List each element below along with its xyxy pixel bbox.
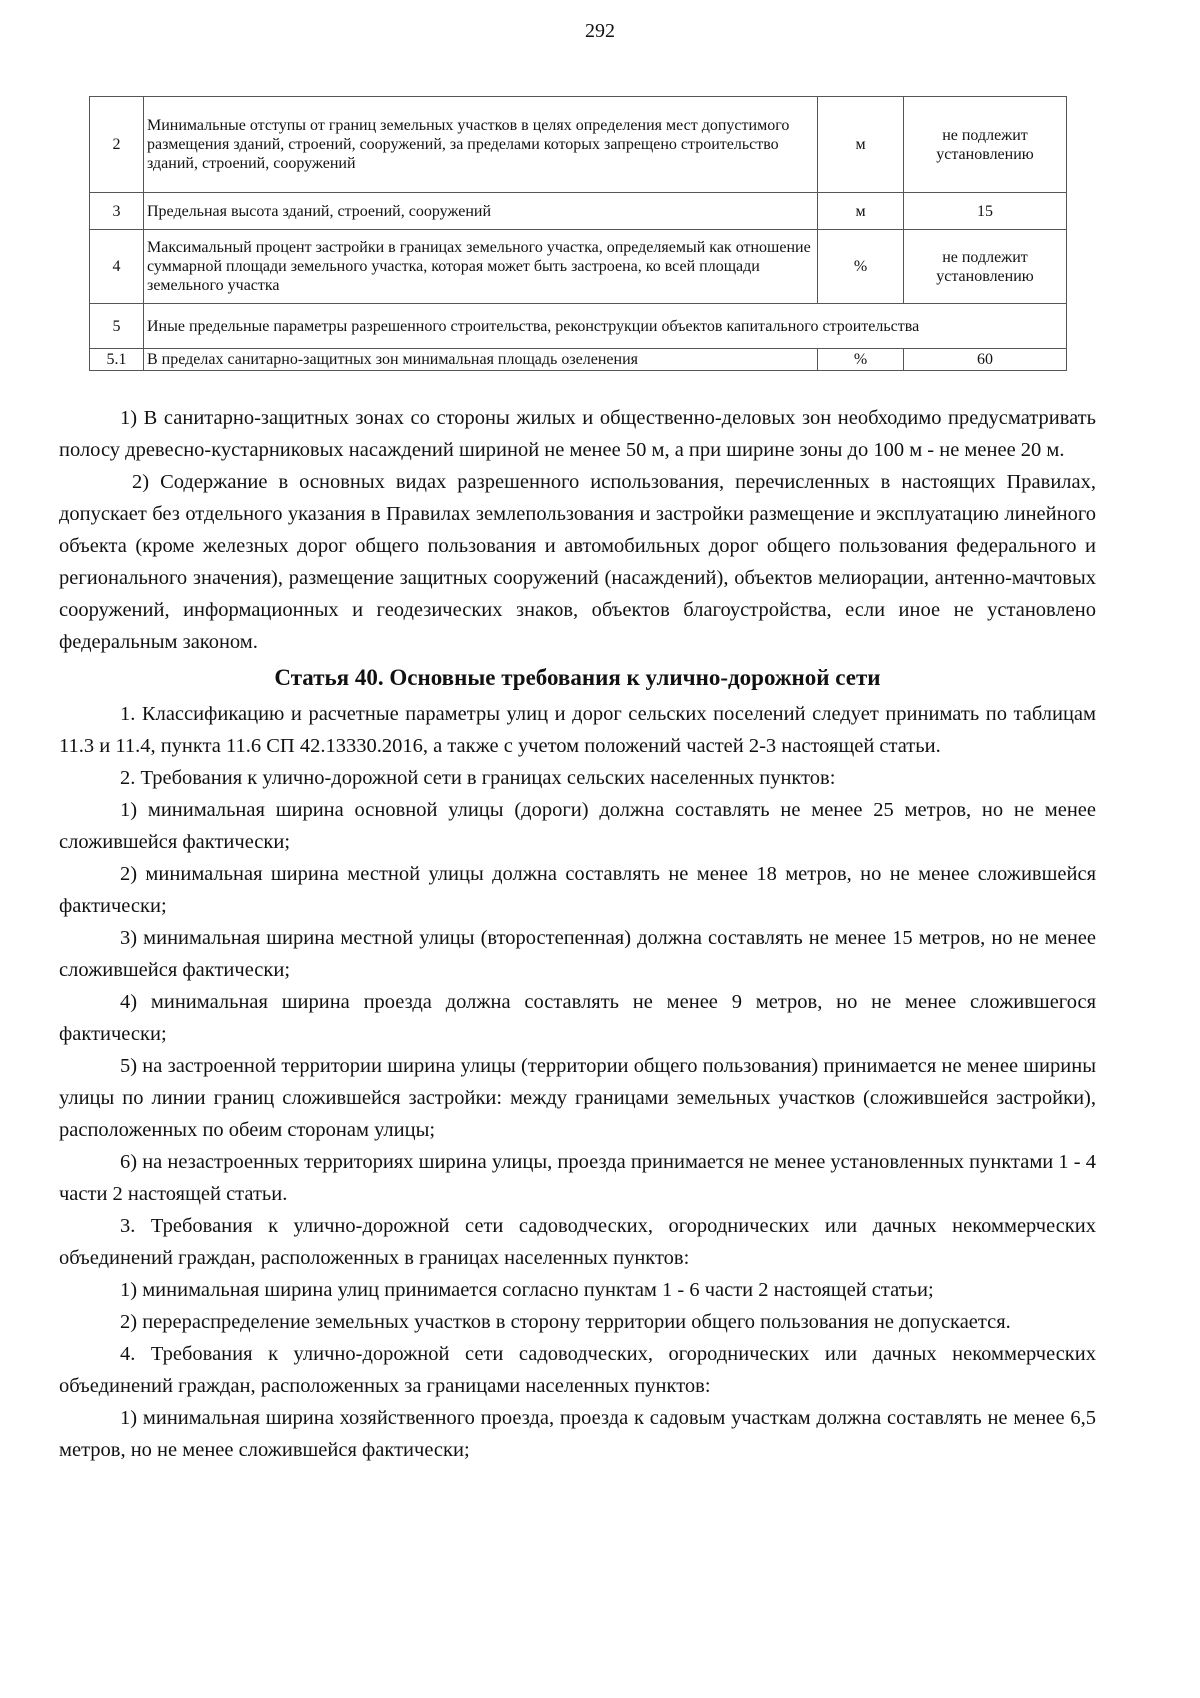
unit: % (818, 349, 904, 371)
article-paragraph: 1) минимальная ширина основной улицы (дороги) должна составлять не менее 25 метров, но не менее сложившейся фактически; (59, 799, 1096, 853)
document-body (59, 402, 1096, 1466)
article-paragraph: 1) минимальная ширина улиц принимается согласно пунктам 1 - 6 части 2 настоящей статьи; (120, 1279, 934, 1301)
unit: % (818, 230, 904, 304)
article-title: Статья 40. Основные требования к улично-дорожной сети (274, 665, 881, 690)
article-paragraph: 4. Требования к улично-дорожной сети садоводческих, огороднических или дачных некоммерческих объединений граждан, расположенных за границами населенных пунктов: (59, 1343, 1096, 1397)
row-number: 5 (90, 304, 144, 349)
article-paragraph: 6) на незастроенных территориях ширина улицы, проезда принимается не менее установленных пунктами 1 - 4 части 2 настоящей статьи. (59, 1151, 1096, 1205)
article-paragraph: 2) минимальная ширина местной улицы должна составлять не менее 18 метров, но не менее сложившейся фактически; (59, 863, 1096, 917)
article-paragraph: 2. Требования к улично-дорожной сети в границах сельских населенных пунктов: (120, 767, 836, 789)
article-paragraph: 2) перераспределение земельных участков в сторону территории общего пользования не допускается. (120, 1311, 1011, 1333)
unit: м (818, 193, 904, 230)
table-row (90, 349, 1067, 371)
parameters-table (89, 96, 1067, 371)
value: 15 (904, 193, 1067, 230)
article-paragraph: 5) на застроенной территории ширина улицы (территории общего пользования) принимается не менее ширины улицы по линии границ сложившейся застройки: между границами земельных участков (сложившейся застройки), расположенных по обеим сторонам улицы; (59, 1055, 1096, 1141)
table-row (90, 304, 1067, 349)
row-number: 3 (90, 193, 144, 230)
article-paragraph: 4) минимальная ширина проезда должна составлять не менее 9 метров, но не менее сложившегося фактически; (59, 991, 1096, 1045)
parameter-name: В пределах санитарно-защитных зон минимальная площадь озеленения (144, 349, 818, 371)
row-number: 2 (90, 97, 144, 193)
parameter-name: Минимальные отступы от границ земельных участков в целях определения мест допустимого размещения зданий, строений, сооружений, за пределами которых запрещено строительство зданий, строений, сооружений (144, 97, 818, 193)
page-number: 292 (585, 20, 615, 42)
article-paragraph: 1) минимальная ширина хозяйственного проезда, проезда к садовым участкам должна составлять не менее 6,5 метров, но не менее сложившейся фактически; (59, 1407, 1096, 1461)
parameter-name: Иные предельные параметры разрешенного строительства, реконструкции объектов капитального строительства (144, 304, 1067, 349)
value: 60 (904, 349, 1067, 371)
parameter-name: Максимальный процент застройки в границах земельного участка, определяемый как отношение суммарной площади земельного участка, которая может быть застроена, ко всей площади земельного участка (144, 230, 818, 304)
table-row (90, 230, 1067, 304)
article-paragraph: 1. Классификацию и расчетные параметры улиц и дорог сельских поселений следует принимать по таблицам 11.3 и 11.4, пункта 11.6 СП 42.13330.2016, а также с учетом положений частей 2-3 настоящей статьи. (59, 703, 1096, 757)
article-paragraph: 3. Требования к улично-дорожной сети садоводческих, огороднических или дачных некоммерческих объединений граждан, расположенных в границах населенных пунктов: (59, 1215, 1096, 1269)
table-row (90, 97, 1067, 193)
note-paragraph: 1) В санитарно-защитных зонах со стороны жилых и общественно-деловых зон необходимо предусматривать полосу древесно-кустарниковых насаждений шириной не менее 50 м, а при ширине зоны до 100 м - не менее 20 м. (59, 407, 1096, 461)
row-number: 5.1 (90, 349, 144, 371)
parameter-name: Предельная высота зданий, строений, сооружений (144, 193, 818, 230)
note-paragraph: 2) Содержание в основных видах разрешенного использования, перечисленных в настоящих Правилах, допускает без отдельного указания в Правилах землепользования и застройки размещение и эксплуатацию линейного объекта (кроме железных дорог общего пользования и автомобильных дорог общего пользования федерального и регионального значения), размещение защитных сооружений (насаждений), объектов мелиорации, антенно-мачтовых сооружений, информационных и геодезических знаков, объектов благоустройства, если иное не установлено федеральным законом. (59, 471, 1096, 653)
row-number: 4 (90, 230, 144, 304)
table-row (90, 193, 1067, 230)
value: не подлежит установлению (904, 230, 1067, 304)
article-paragraph: 3) минимальная ширина местной улицы (второстепенная) должна составлять не менее 15 метров, но не менее сложившейся фактически; (59, 927, 1096, 981)
value: не подлежит установлению (904, 97, 1067, 193)
unit: м (818, 97, 904, 193)
